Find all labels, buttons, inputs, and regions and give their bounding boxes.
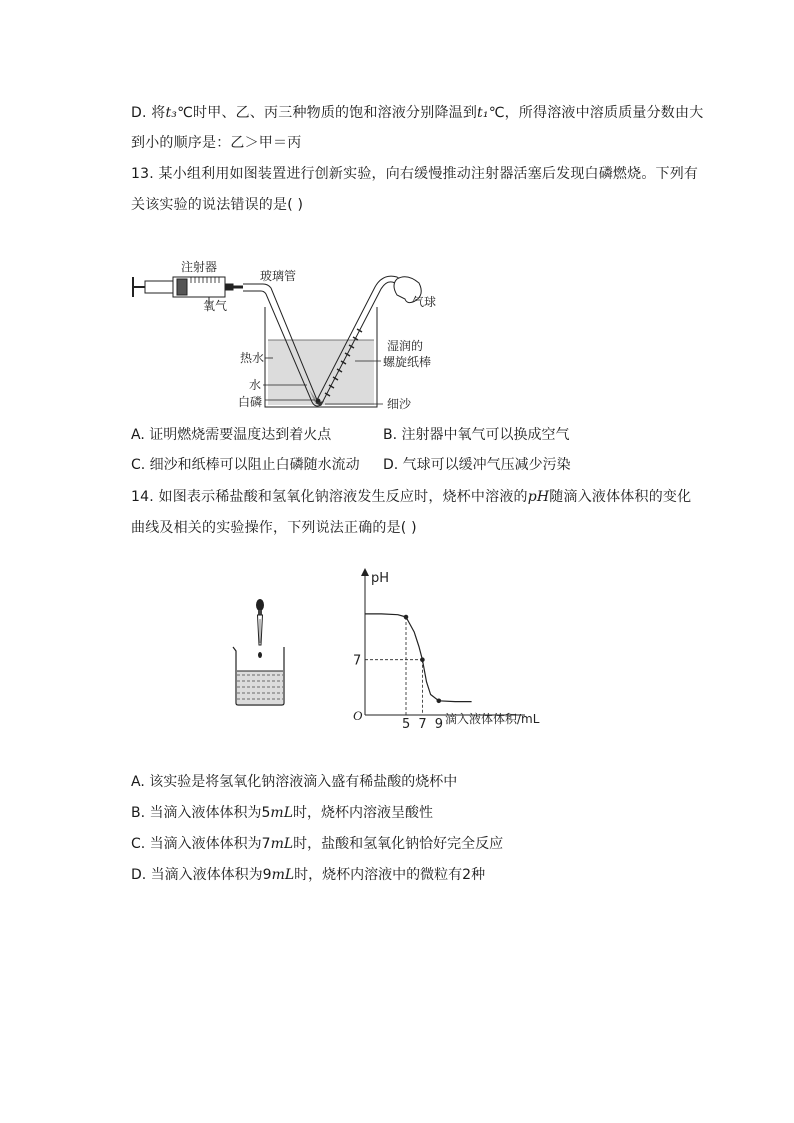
ph-curve: [365, 614, 472, 702]
glass-tube-label: 玻璃管: [260, 269, 297, 283]
q14-option-c[interactable]: C. 当滴入液体体积为7mL时，盐酸和氢氧化钠恰好完全反应: [131, 836, 504, 852]
q13-option-d[interactable]: D. 气球可以缓冲气压减少污染: [383, 457, 571, 473]
q14-option-a[interactable]: A. 该实验是将氢氧化钠溶液滴入盛有稀盐酸的烧杯中: [131, 774, 458, 790]
dropper: [256, 599, 264, 645]
hot-water-label: 热水: [240, 351, 265, 365]
balloon-label: 气球: [412, 295, 437, 309]
ph-chart: [345, 568, 565, 730]
q13-option-b[interactable]: B. 注射器中氧气可以换成空气: [383, 427, 570, 443]
origin-label: O: [353, 708, 363, 723]
q12-option-d-line1: D. 将t₃℃时甲、乙、丙三种物质的饱和溶液分别降温到t₁℃，所得溶液中溶质质量分数由大: [131, 105, 704, 121]
q13-option-c[interactable]: C. 细沙和纸棒可以阻止白磷随水流动: [131, 457, 360, 473]
fine-sand-label: 细沙: [387, 397, 412, 411]
data-point-0: [404, 615, 409, 620]
white-phosphorus-label: 白磷: [238, 395, 263, 409]
t1-symbol: t₁: [477, 105, 489, 121]
y-axis-label: pH: [371, 571, 390, 586]
data-point-2: [437, 698, 442, 703]
oxygen-label: 氧气: [203, 299, 228, 313]
q14-option-b[interactable]: B. 当滴入液体体积为5mL时，烧杯内溶液呈酸性: [131, 805, 433, 821]
x-tick-7: 7: [418, 717, 427, 730]
wet-paper-label-2: 螺旋纸棒: [383, 355, 432, 369]
syringe-label: 注射器: [181, 260, 218, 274]
x-tick-9: 9: [434, 717, 444, 730]
water-label: 水: [249, 378, 262, 392]
q14-stem-line2: 曲线及相关的实验操作，下列说法正确的是( ): [131, 520, 417, 536]
ph-variable: pH: [527, 489, 550, 505]
q12-option-d-line2: 到小的顺序是：乙＞甲＝丙: [131, 135, 302, 151]
wet-paper-label-1: 湿润的: [387, 339, 424, 353]
x-axis-label: 滴入液体体积/mL: [445, 712, 540, 726]
q14-beaker-figure: [225, 595, 295, 710]
q14-stem-line1: 14. 如图表示稀盐酸和氢氧化钠溶液发生反应时，烧杯中溶液的pH随滴入液体体积的变化: [131, 489, 692, 505]
q13-stem-line1: 13. 某小组利用如图装置进行创新实验，向右缓慢推动注射器活塞后发现白磷燃烧。下列有: [131, 166, 699, 182]
data-point-1: [420, 657, 425, 662]
q13-option-a[interactable]: A. 证明燃烧需要温度达到着火点: [131, 427, 332, 443]
q14-option-d[interactable]: D. 当滴入液体体积为9mL时，烧杯内溶液中的微粒有2种: [131, 867, 486, 883]
q13-stem-line2: 关该实验的说法错误的是( ): [131, 197, 304, 213]
x-tick-5: 5: [402, 717, 411, 730]
t3-symbol: t₃: [165, 105, 178, 121]
y-tick-7: 7: [353, 653, 362, 669]
q13-apparatus-figure: [125, 255, 455, 415]
droplet: [258, 652, 262, 658]
